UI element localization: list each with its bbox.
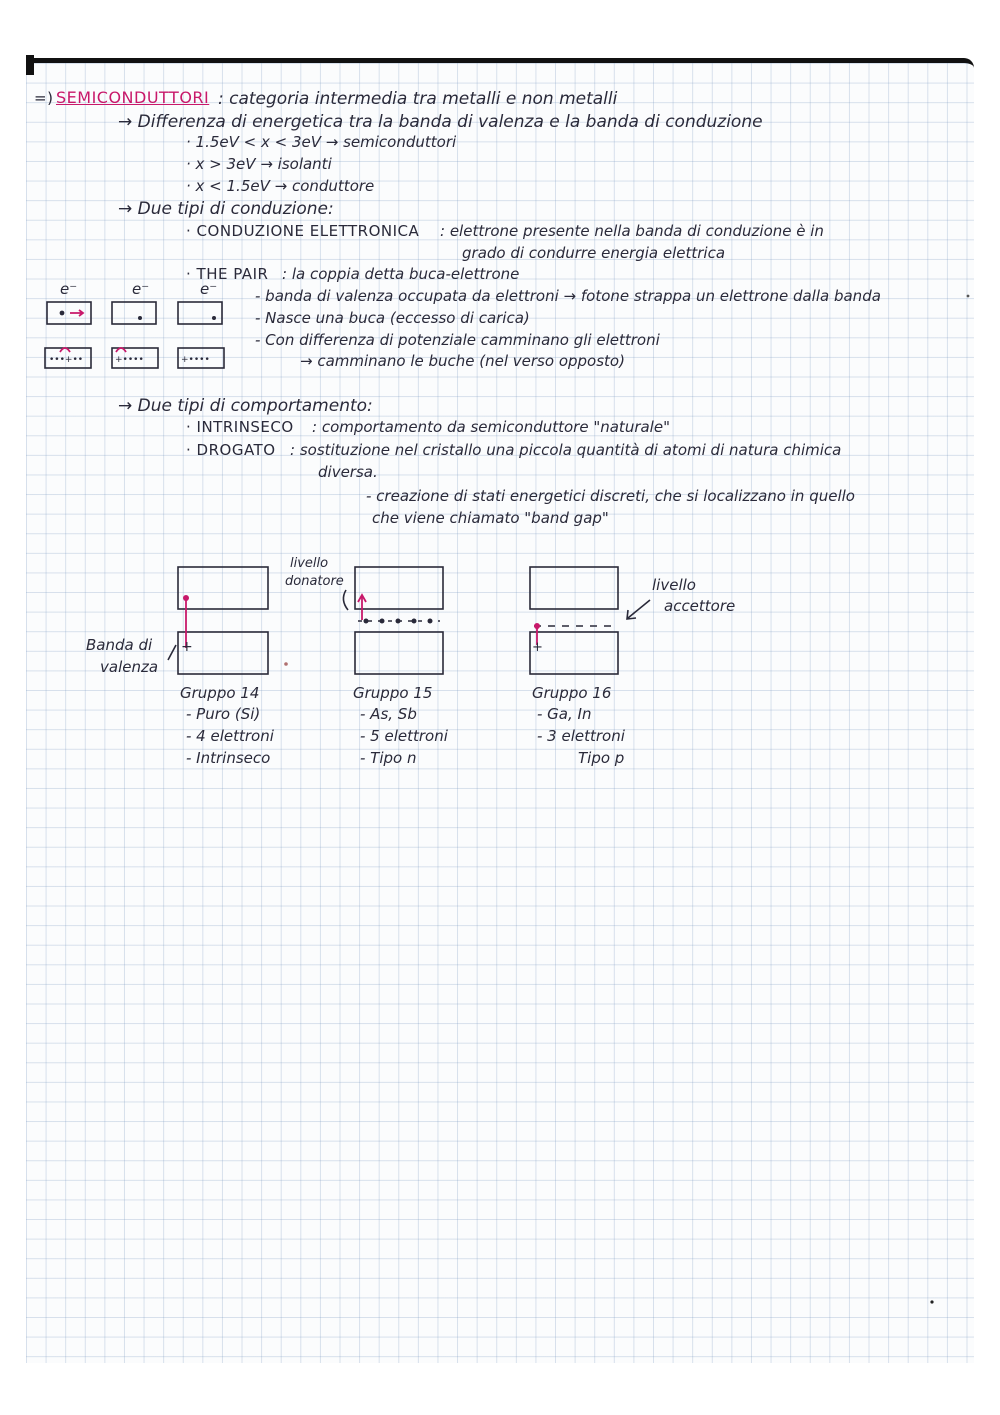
valence-band-box — [530, 632, 618, 674]
electron-dot — [60, 311, 65, 316]
intrinsic-label: · INTRINSECO — [186, 418, 294, 436]
pair-sub-item: → camminano le buche (nel verso opposto) — [300, 352, 625, 370]
acceptor-level-label: livello — [652, 576, 696, 594]
acceptor-pointer-arrow — [627, 600, 650, 619]
electronic-conduction-text: : elettrone presente nella banda di conduzione è in — [440, 222, 824, 240]
band-diagram-group-14 — [178, 567, 268, 674]
energy-gap-item: · x > 3eV → isolanti — [186, 155, 332, 173]
pair-label: · THE PAIR — [186, 265, 269, 283]
group-line: - 3 elettroni — [537, 727, 625, 745]
doped-text-2: diversa. — [318, 463, 378, 481]
doped-sub-item-2: che viene chiamato "band gap" — [372, 509, 609, 527]
conduction-band-box — [178, 567, 268, 609]
valence-band-box — [355, 632, 443, 674]
pair-diagram-row-1 — [47, 302, 222, 324]
doped-label: · DROGATO — [186, 441, 276, 459]
donor-pointer-arrow — [343, 590, 348, 610]
group-line: - 4 elettroni — [186, 727, 274, 745]
pair-item: - banda di valenza occupata da elettroni → fotone strappa un elettrone dalla banda — [255, 287, 881, 305]
group-line: - As, Sb — [360, 705, 417, 723]
electronic-conduction-text-2: grado di condurre energia elettrica — [462, 244, 726, 262]
conduction-band-box — [530, 567, 618, 609]
group-line: - Ga, In — [537, 705, 592, 723]
svg-text:+: + — [532, 640, 543, 655]
group-line: - Puro (Si) — [186, 705, 261, 723]
energy-gap-intro: → Differenza di energetica tra la banda di valenza e la banda di conduzione — [118, 112, 763, 132]
electronic-conduction-label: · CONDUZIONE ELETTRONICA — [186, 222, 420, 240]
group-line: Tipo p — [578, 749, 625, 767]
electron-symbol: e⁻ — [60, 280, 78, 298]
title-description: : categoria intermedia tra metalli e non metalli — [218, 89, 618, 109]
donor-level-label-2: donatore — [285, 574, 344, 589]
electron-symbol: e⁻ — [200, 280, 218, 298]
pair-text: : la coppia detta buca-elettrone — [282, 265, 520, 283]
electron-dot — [183, 595, 189, 601]
doped-text: : sostituzione nel cristallo una piccola quantità di atomi di natura chimica — [290, 441, 842, 459]
svg-text:+: + — [181, 639, 193, 655]
band-diagram-group-16 — [530, 567, 650, 674]
electron-symbol: e⁻ — [132, 280, 150, 298]
band-box-1c — [178, 302, 222, 324]
conduction-band-box — [355, 567, 443, 609]
donor-level-label: livello — [290, 556, 329, 571]
valence-band-label: Banda di — [86, 636, 153, 654]
svg-text:+••••: +•••• — [115, 355, 144, 365]
band-box-1b — [112, 302, 156, 324]
group-title: Gruppo 15 — [353, 684, 433, 702]
electron-dot — [138, 316, 142, 320]
energy-gap-item: · 1.5eV < x < 3eV → semiconduttori — [186, 133, 457, 151]
pair-item: - Nasce una buca (eccesso di carica) — [255, 309, 530, 327]
svg-text:•••+••: •••+•• — [49, 355, 84, 365]
conduction-intro: → Due tipi di conduzione: — [118, 199, 334, 219]
behaviour-intro: → Due tipi di comportamento: — [118, 396, 373, 416]
group-line: - 5 elettroni — [360, 727, 448, 745]
electron-dot — [212, 316, 216, 320]
page-title: SEMICONDUTTORI — [56, 88, 210, 107]
band-diagram-group-15 — [343, 567, 443, 674]
group-line: - Intrinseco — [186, 749, 271, 767]
group-title: Gruppo 16 — [532, 684, 612, 702]
svg-text:+••••: +•••• — [181, 355, 210, 365]
pair-item: - Con differenza di potenziale camminano gli elettroni — [255, 331, 660, 349]
energy-gap-item: · x < 1.5eV → conduttore — [186, 177, 375, 195]
doped-sub-item: - creazione di stati energetici discreti, che si localizzano in quello — [366, 487, 855, 505]
pair-diagram-row-2 — [45, 348, 224, 368]
valence-pointer — [168, 645, 176, 660]
intrinsic-text: : comportamento da semiconduttore "naturale" — [312, 418, 670, 436]
group-title: Gruppo 14 — [180, 684, 260, 702]
acceptor-level-label-2: accettore — [664, 597, 736, 615]
bullet-marker: =) — [34, 89, 54, 107]
valence-band-label-2: valenza — [100, 658, 159, 676]
group-line: - Tipo n — [360, 749, 417, 767]
pink-arrow — [70, 310, 83, 316]
